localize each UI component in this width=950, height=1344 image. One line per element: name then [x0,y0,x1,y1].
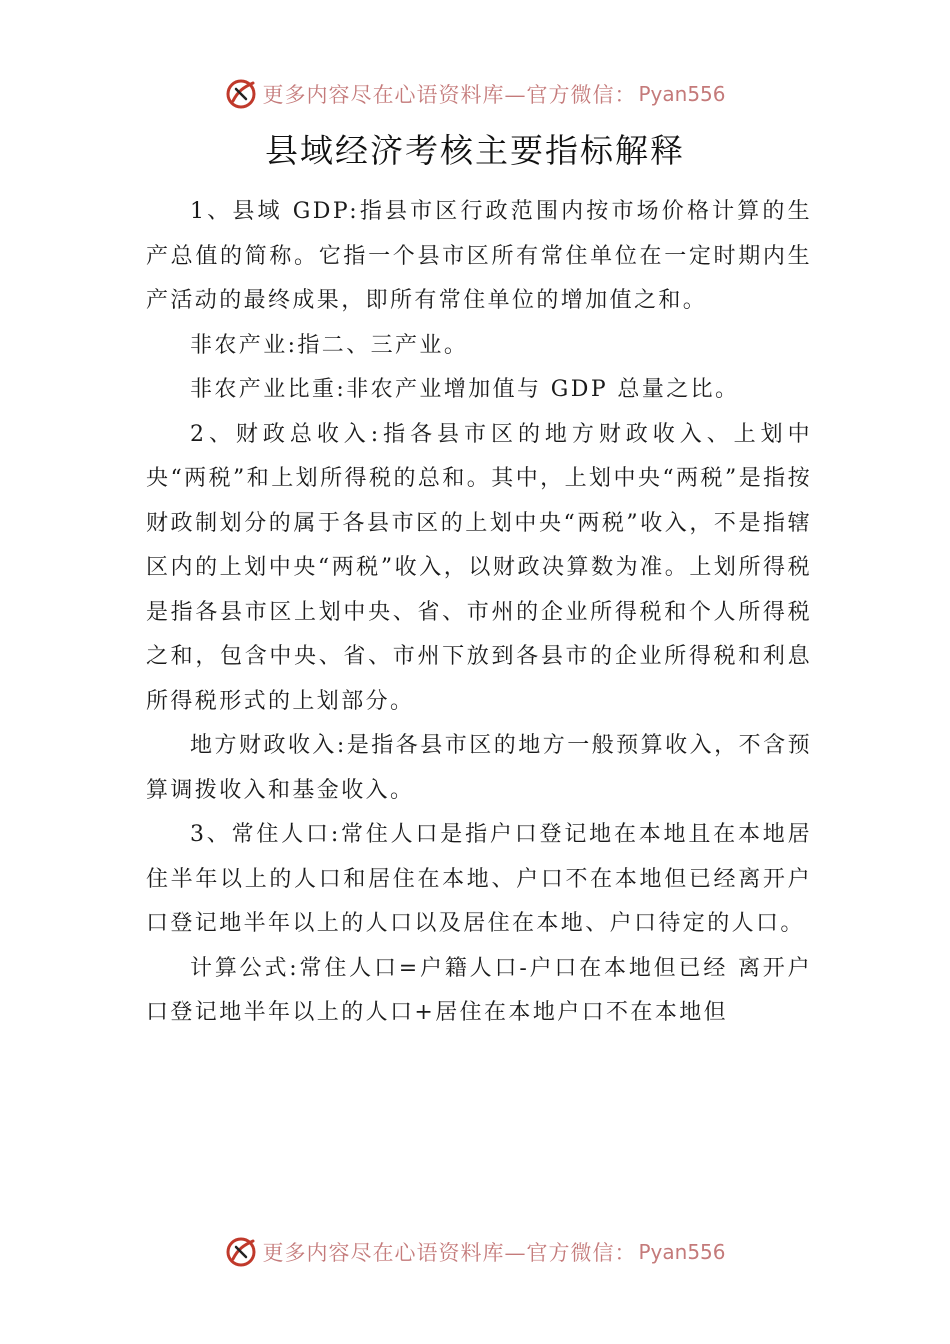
document-body [146,190,812,1036]
brand-logo-icon [224,1235,258,1269]
paragraph-local-revenue: 地方财政收入:是指各县市区的地方一般预算收入，不含预算调拨收入和基金收入。 [146,733,812,803]
brand-logo-icon [224,77,258,111]
watermark-text: 更多内容尽在心语资料库—官方微信： [262,1241,637,1265]
paragraph-non-agri: 非农产业:指二、三产业。 [190,332,469,358]
paragraph-gdp: 1、县域 GDP:指县市区行政范围内按市场价格计算的生产总值的简称。它指一个县市区所有常住单位在一定时期内生产活动的最终成果，即所有常住单位的增加值之和。 [146,199,812,313]
footer-watermark [0,1232,950,1272]
watermark-text: 更多内容尽在心语资料库—官方微信： [262,83,637,107]
paragraph-non-agri-ratio: 非农产业比重:非农产业增加值与 GDP 总量之比。 [190,377,740,402]
paragraph-formula: 计算公式:常住人口=户籍人口-户口在本地但已经 离开户口登记地半年以上的人口+居住在本地户口不在本地但 [146,955,812,1025]
header-watermark [0,74,950,114]
watermark-wechat-id: Pyan556 [638,1240,726,1264]
watermark-wechat-id: Pyan556 [638,82,726,106]
paragraph-resident-population: 3、常住人口:常住人口是指户口登记地在本地且在本地居住半年以上的人口和居住在本地、户口不在本地但已经离开户口登记地半年以上的人口以及居住在本地、户口待定的人口。 [146,822,812,936]
document-title: 县域经济考核主要指标解释 [265,131,685,170]
paragraph-fiscal-revenue: 2、财政总收入:指各县市区的地方财政收入、上划中央“两税”和上划所得税的总和。其中，上划中央“两税”是指按财政制划分的属于各县市区的上划中央“两税”收入，不是指辖区内的上划中央“两税”收入，以财政决算数为准。上划所得税是指各县市区上划中央、省、市州的企业所得税和个人所得税之和，包含中央、省、市州下放到各县市的企业所得税和利息所得税形式的上划部分。 [146,421,812,714]
